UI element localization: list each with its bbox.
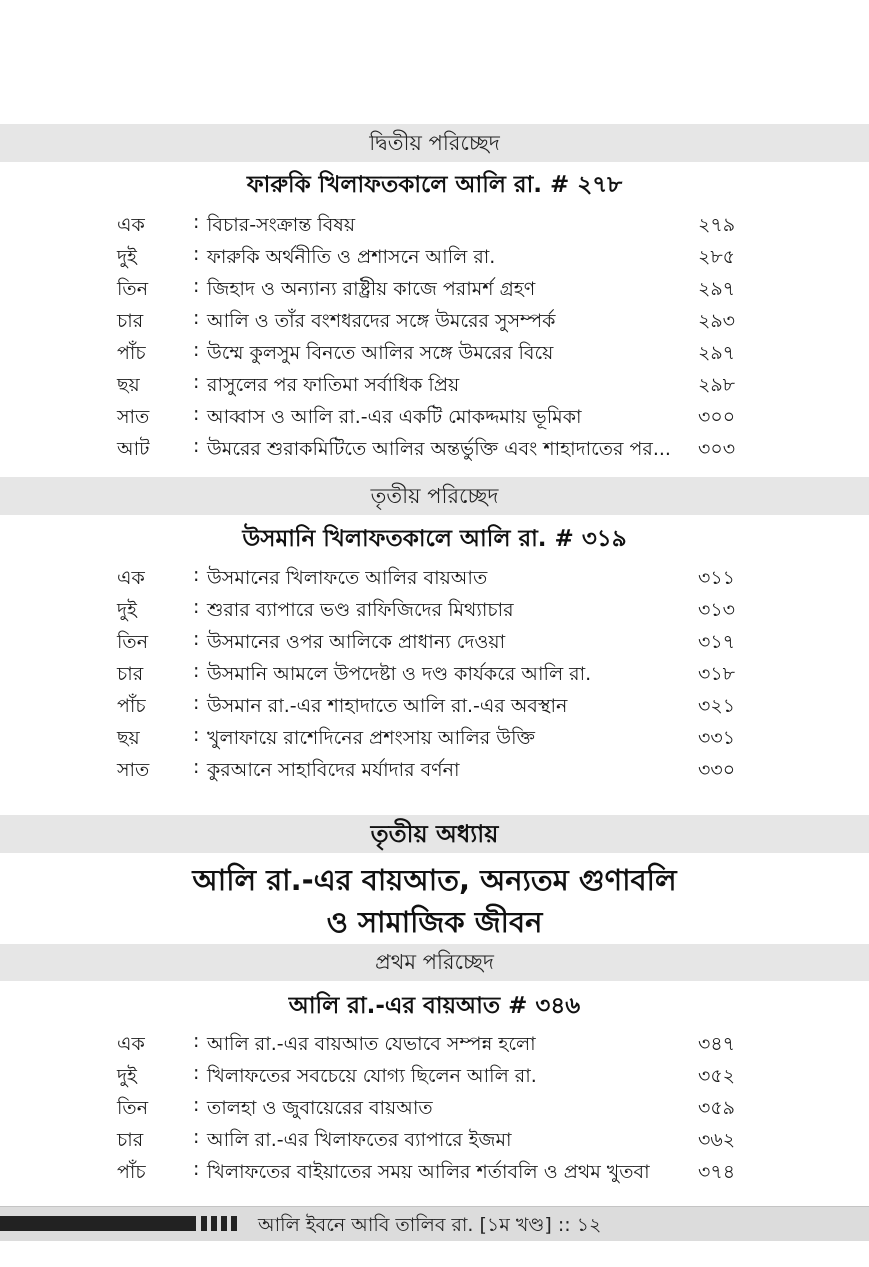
item-title: আলি রা.-এর বায়আত যেভাবে সম্পন্ন হলো bbox=[207, 1033, 536, 1055]
section-heading-1: ফারুকি খিলাফতকালে আলি রা. # ২৭৮ bbox=[246, 172, 623, 198]
toc-row[interactable] bbox=[0, 271, 869, 303]
colon: : bbox=[193, 275, 200, 297]
colon: : bbox=[193, 692, 200, 714]
toc-row[interactable] bbox=[0, 367, 869, 399]
item-number: ছয় bbox=[117, 374, 140, 396]
colon: : bbox=[193, 1030, 200, 1052]
item-title: খুলাফায়ে রাশেদিনের প্রশংসায় আলির উক্তি bbox=[207, 727, 535, 749]
colon: : bbox=[193, 243, 200, 265]
item-number: এক bbox=[117, 1033, 145, 1055]
item-number: আট bbox=[117, 438, 150, 460]
item-title: বিচার-সংক্রান্ত বিষয় bbox=[207, 214, 356, 236]
colon: : bbox=[193, 756, 200, 778]
page-number: ২৯৩ bbox=[698, 310, 736, 332]
colon: : bbox=[193, 1094, 200, 1116]
toc-row[interactable] bbox=[0, 1122, 869, 1154]
page-number: ৩২১ bbox=[698, 695, 736, 717]
item-title: খিলাফতের সবচেয়ে যোগ্য ছিলেন আলি রা. bbox=[207, 1065, 537, 1087]
page-number: ৩১১ bbox=[698, 567, 736, 589]
item-number: চার bbox=[117, 1129, 144, 1151]
toc-row[interactable] bbox=[0, 752, 869, 784]
page-number: ৩৭৪ bbox=[698, 1161, 736, 1183]
item-number: ছয় bbox=[117, 727, 140, 749]
page-number: ৩০৩ bbox=[698, 438, 736, 460]
item-number: তিন bbox=[117, 278, 149, 300]
toc-row[interactable] bbox=[0, 688, 869, 720]
item-number: পাঁচ bbox=[117, 342, 146, 364]
chapter-title-line-1: আলি রা.-এর বায়আত, অন্যতম গুণাবলি bbox=[192, 863, 677, 897]
page-number: ৩১৩ bbox=[698, 599, 736, 621]
item-title: উমরের শুরাকমিটিতে আলির অন্তর্ভুক্তি এবং শাহাদাতের পর... bbox=[207, 438, 671, 460]
toc-row[interactable] bbox=[0, 1058, 869, 1090]
toc-list-2 bbox=[0, 560, 869, 784]
item-number: সাত bbox=[117, 759, 150, 781]
colon: : bbox=[193, 724, 200, 746]
toc-row[interactable] bbox=[0, 656, 869, 688]
item-title: উসমান রা.-এর শাহাদাতে আলি রা.-এর অবস্থান bbox=[207, 695, 568, 717]
toc-row[interactable] bbox=[0, 431, 869, 463]
item-number: এক bbox=[117, 214, 145, 236]
toc-row[interactable] bbox=[0, 624, 869, 656]
item-title: রাসুলের পর ফাতিমা সর্বাধিক প্রিয় bbox=[207, 374, 460, 396]
page-number: ৩০০ bbox=[698, 406, 736, 428]
item-title: উসমানের ওপর আলিকে প্রাধান্য দেওয়া bbox=[207, 631, 506, 653]
page-number: ৩৬২ bbox=[698, 1129, 736, 1151]
page-number: ২৯৭ bbox=[698, 278, 736, 300]
colon: : bbox=[193, 1062, 200, 1084]
toc-row[interactable] bbox=[0, 1154, 869, 1186]
toc-row[interactable] bbox=[0, 335, 869, 367]
chapter-title-line-2: ও সামাজিক জীবন bbox=[326, 905, 543, 939]
colon: : bbox=[193, 371, 200, 393]
page-footer bbox=[0, 1206, 869, 1241]
item-number: তিন bbox=[117, 1097, 149, 1119]
item-number: চার bbox=[117, 310, 144, 332]
item-title: খিলাফতের বাইয়াতের সময় আলির শর্তাবলি ও প্রথম খুতবা bbox=[207, 1161, 650, 1183]
footer-text: আলি ইবনে আবি তালিব রা. [১ম খণ্ড] :: ১২ bbox=[258, 1214, 602, 1236]
page-number: ৩১৭ bbox=[698, 631, 736, 653]
item-title: কুরআনে সাহাবিদের মর্যাদার বর্ণনা bbox=[207, 759, 460, 781]
toc-row[interactable] bbox=[0, 399, 869, 431]
footer-bar bbox=[0, 1216, 196, 1231]
item-title: আব্বাস ও আলি রা.-এর একটি মোকদ্দমায় ভূমিকা bbox=[207, 406, 582, 428]
item-title: ফারুকি অর্থনীতি ও প্রশাসনে আলি রা. bbox=[207, 246, 496, 268]
toc-row[interactable] bbox=[0, 303, 869, 335]
item-number: এক bbox=[117, 567, 145, 589]
page-number: ৩৩১ bbox=[698, 727, 736, 749]
item-title: আলি রা.-এর খিলাফতের ব্যাপারে ইজমা bbox=[207, 1129, 512, 1151]
page-number: ২৮৫ bbox=[698, 246, 736, 268]
page-number: ২৯৮ bbox=[698, 374, 736, 396]
toc-list-3 bbox=[0, 1026, 869, 1186]
toc-row[interactable] bbox=[0, 1026, 869, 1058]
item-number: পাঁচ bbox=[117, 1161, 146, 1183]
section-band-3: প্রথম পরিচ্ছেদ bbox=[0, 944, 869, 981]
section-heading-3: আলি রা.-এর বায়আত # ৩৪৬ bbox=[288, 993, 581, 1019]
colon: : bbox=[193, 660, 200, 682]
toc-row[interactable] bbox=[0, 592, 869, 624]
colon: : bbox=[193, 307, 200, 329]
colon: : bbox=[193, 564, 200, 586]
colon: : bbox=[193, 628, 200, 650]
section-band-2: তৃতীয় পরিচ্ছেদ bbox=[0, 477, 869, 515]
item-number: দুই bbox=[117, 246, 137, 268]
toc-row[interactable] bbox=[0, 1090, 869, 1122]
item-number: দুই bbox=[117, 599, 137, 621]
toc-row[interactable] bbox=[0, 720, 869, 752]
section-heading-2: উসমানি খিলাফতকালে আলি রা. # ৩১৯ bbox=[242, 526, 627, 552]
colon: : bbox=[193, 403, 200, 425]
item-number: চার bbox=[117, 663, 144, 685]
chapter-band: তৃতীয় অধ্যায় bbox=[0, 815, 869, 853]
item-number: দুই bbox=[117, 1065, 137, 1087]
toc-row[interactable] bbox=[0, 207, 869, 239]
page-number: ৩৪৭ bbox=[698, 1033, 736, 1055]
colon: : bbox=[193, 435, 200, 457]
item-title: উসমানের খিলাফতে আলির বায়আত bbox=[207, 567, 488, 589]
item-number: পাঁচ bbox=[117, 695, 146, 717]
page-number: ৩৫৯ bbox=[698, 1097, 736, 1119]
page-number: ৩৩০ bbox=[698, 759, 736, 781]
page-number: ২৭৯ bbox=[698, 214, 736, 236]
footer-ticks bbox=[201, 1216, 241, 1231]
colon: : bbox=[193, 596, 200, 618]
section-band-1: দ্বিতীয় পরিচ্ছেদ bbox=[0, 124, 869, 162]
item-title: উম্মে কুলসুম বিনতে আলির সঙ্গে উমরের বিয়ে bbox=[207, 342, 554, 364]
item-title: উসমানি আমলে উপদেষ্টা ও দণ্ড কার্যকরে আলি রা. bbox=[207, 663, 592, 685]
toc-list-1 bbox=[0, 207, 869, 463]
page-number: ২৯৭ bbox=[698, 342, 736, 364]
toc-row[interactable] bbox=[0, 560, 869, 592]
item-title: আলি ও তাঁর বংশধরদের সঙ্গে উমরের সুসম্পর্ক bbox=[207, 310, 556, 332]
item-title: শুরার ব্যাপারে ভণ্ড রাফিজিদের মিথ্যাচার bbox=[207, 599, 514, 621]
colon: : bbox=[193, 1158, 200, 1180]
item-number: সাত bbox=[117, 406, 150, 428]
colon: : bbox=[193, 211, 200, 233]
toc-row[interactable] bbox=[0, 239, 869, 271]
page-number: ৩৫২ bbox=[698, 1065, 736, 1087]
item-title: তালহা ও জুবায়েরের বায়আত bbox=[207, 1097, 433, 1119]
item-title: জিহাদ ও অন্যান্য রাষ্ট্রীয় কাজে পরামর্শ গ্রহণ bbox=[207, 278, 536, 300]
item-number: তিন bbox=[117, 631, 149, 653]
colon: : bbox=[193, 339, 200, 361]
page-number: ৩১৮ bbox=[698, 663, 736, 685]
colon: : bbox=[193, 1126, 200, 1148]
